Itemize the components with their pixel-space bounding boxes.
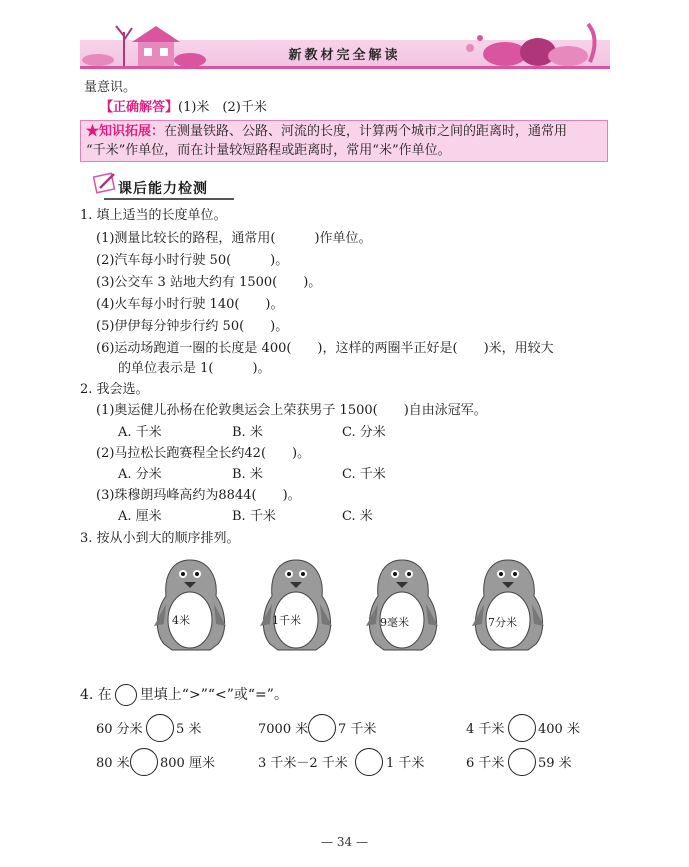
q2-stem: (2)马拉松长跑赛程全长约42( )。	[96, 446, 311, 461]
section-underline	[104, 198, 234, 200]
compare-right: 59 米	[538, 756, 572, 771]
compare-left: 80 米	[96, 756, 130, 771]
q1-item: (4)火车每小时行驶 140( )。	[96, 297, 284, 312]
compare-blank-circle[interactable]	[130, 748, 158, 776]
knowledge-tip-label: ★知识拓展：	[86, 124, 165, 139]
answer-label: 【正确解答】	[100, 100, 179, 115]
q3-title: 3. 按从小到大的顺序排列。	[80, 531, 240, 546]
penguin-label: 4米	[172, 614, 190, 627]
header-rule	[80, 66, 610, 69]
answer-line	[100, 100, 267, 116]
knowledge-tip-line1: ★知识拓展：在测量铁路、公路、河流的长度，计算两个城市之间的距离时，通常用	[86, 124, 568, 139]
q2-option: B. 米	[232, 425, 263, 440]
q2-title: 2. 我会选。	[80, 382, 149, 397]
compare-blank-circle[interactable]	[508, 748, 536, 776]
header-title: 新教材完全解读	[288, 48, 401, 63]
compare-left: 6 千米	[466, 756, 505, 771]
compare-right: 5 米	[176, 722, 202, 737]
pencil-note-icon	[92, 170, 118, 196]
compare-left: 7000 米	[258, 722, 309, 737]
section-title: 课后能力检测	[118, 181, 208, 197]
continuation-text: 量意识。	[84, 80, 137, 95]
compare-right: 800 厘米	[160, 756, 215, 771]
penguin-label: 7分米	[488, 616, 517, 629]
q2-option: C. 分米	[342, 425, 386, 440]
page-number: — 34 —	[321, 835, 368, 849]
q1-title: 1. 填上适当的长度单位。	[80, 208, 227, 223]
compare-blank-circle[interactable]	[146, 714, 174, 742]
q2-option: A. 厘米	[118, 509, 162, 524]
compare-right: 1 千米	[386, 756, 425, 771]
penguin-icon	[260, 560, 332, 650]
knowledge-tip-line2: “千米”作单位，而在计量较短路程或距离时，常用“米”作单位。	[86, 143, 451, 158]
compare-left: 4 千米	[466, 722, 505, 737]
q1-item: 的单位表示是 1( )。	[118, 361, 271, 376]
q4-title: 4. 在 里填上“>”“<”或“=”。	[80, 684, 288, 706]
penguin-icon	[472, 560, 544, 650]
q1-item: (3)公交车 3 站地大约有 1500( )。	[96, 275, 322, 290]
compare-right: 7 千米	[338, 722, 377, 737]
q1-item: (5)伊伊每分钟步行约 50( )。	[96, 319, 289, 334]
q2-stem: (1)奥运健儿孙杨在伦敦奥运会上荣获男子 1500( )自由泳冠军。	[96, 403, 487, 418]
q1-item: (6)运动场跑道一圈的长度是 400( )，这样的两圈半正好是( )米，用较大	[96, 341, 554, 356]
penguin-label: 9毫米	[380, 616, 409, 629]
q2-option: B. 米	[232, 467, 263, 482]
penguin-label: 1千米	[272, 614, 301, 627]
q1-item: (2)汽车每小时行驶 50( )。	[96, 253, 289, 268]
q2-option: A. 千米	[118, 425, 162, 440]
penguin-icon	[154, 560, 226, 650]
penguin-row	[150, 554, 550, 654]
compare-left: 3 千米－2 千米	[258, 756, 348, 771]
q2-option: C. 米	[342, 509, 373, 524]
q1-item: (1)测量比较长的路程，通常用( )作单位。	[96, 231, 372, 246]
compare-right: 400 米	[538, 722, 580, 737]
q2-stem: (3)珠穆朗玛峰高约为8844( )。	[96, 488, 301, 503]
penguin-icon	[366, 560, 438, 650]
blank-circle-icon	[115, 684, 137, 706]
compare-left: 60 分米	[96, 722, 143, 737]
compare-blank-circle[interactable]	[355, 748, 383, 776]
compare-blank-circle[interactable]	[508, 714, 536, 742]
answer-text: (1)米 (2)千米	[178, 100, 267, 115]
q2-option: B. 千米	[232, 509, 276, 524]
q2-option: C. 千米	[342, 467, 386, 482]
q2-option: A. 分米	[118, 467, 162, 482]
compare-blank-circle[interactable]	[308, 714, 336, 742]
